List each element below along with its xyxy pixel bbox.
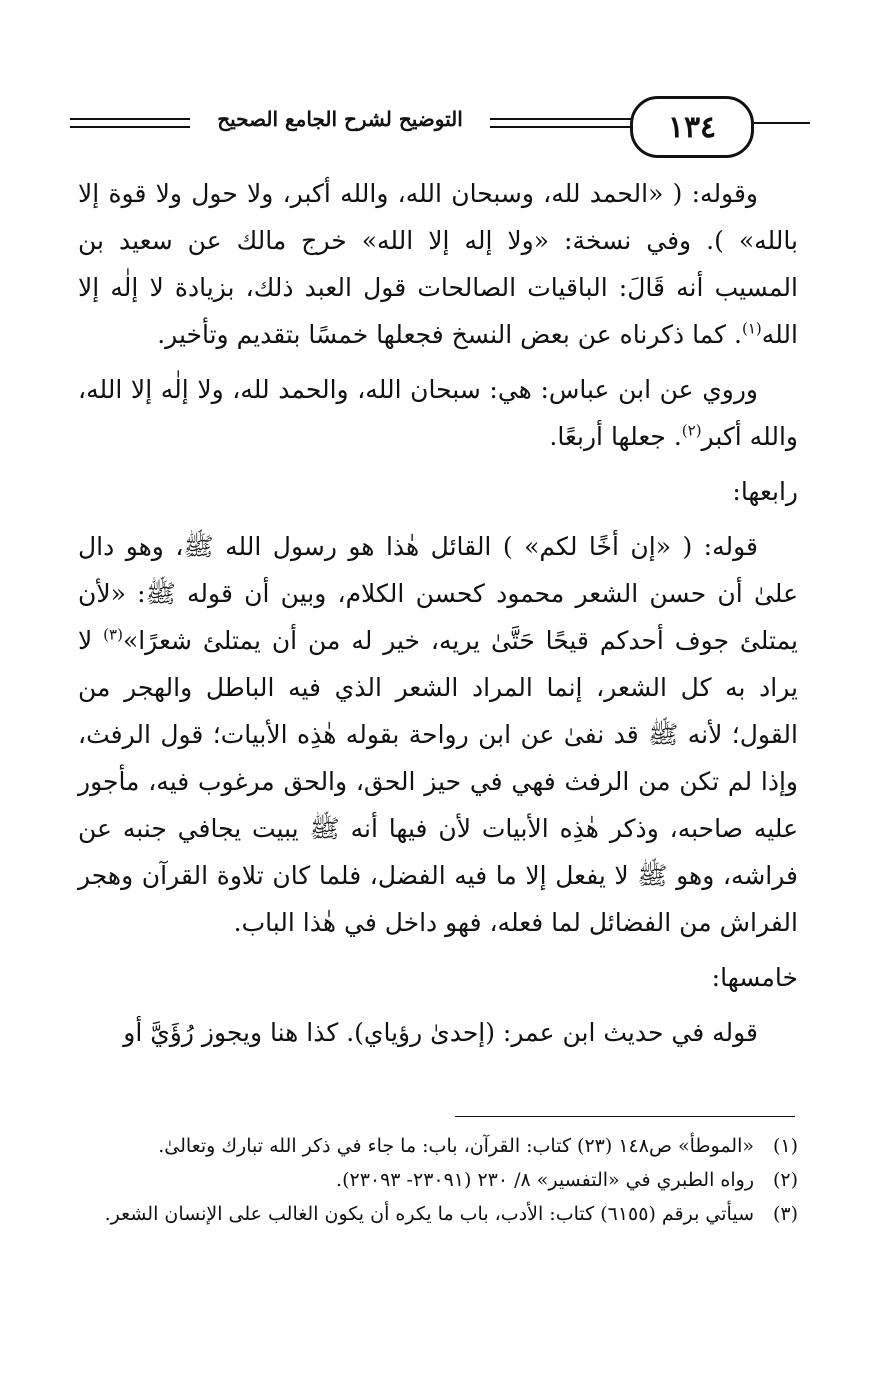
running-title: التوضيح لشرح الجامع الصحيح [190,107,490,131]
section-heading: خامسها: [711,963,798,992]
paragraph [78,523,798,946]
footnote [78,1198,798,1230]
page-number: ١٣٤ [630,96,754,158]
footnote-text: «الموطأ» ص١٤٨ (٢٣) كتاب: القرآن، باب: ما جاء في ذكر الله تبارك وتعالىٰ. [158,1135,754,1157]
footnote [78,1164,798,1196]
footnote-ref: (٣) [103,625,123,644]
paragraph [78,366,798,460]
page-header [70,96,810,152]
paragraph-text: . كما ذكرناه عن بعض النسخ فجعلها خمسًا بتقديم وتأخير. [157,320,742,349]
section-heading: رابعها: [732,477,798,506]
footnote-text: رواه الطبري في «التفسير» ٨/ ٢٣٠ (٢٣٠٩١- ٢٣٠٩٣). [336,1169,754,1191]
paragraph-text: لا يراد به كل الشعر، إنما المراد الشعر الذي فيه الباطل والهجر من القول؛ لأنه ﷺ قد نفىٰ عن ابن رواحة بقوله هٰذِه الأبيات؛ قول الرفث، وإذا لم تكن من الرفث فهي في حيز الحق، والحق مرغوب فيه، مأجور عليه صاحبه، وذكر هٰذِه الأبيات لأن فيها أنه ﷺ يبيت يجافي جنبه عن فراشه، وهو ﷺ لا يفعل إلا ما فيه الفضل، فلما كان تلاوة القرآن وهجر الفراش من الفضائل لما فعله، فهو داخل في هٰذا الباب. [78,626,798,937]
header-rule-right [750,122,810,124]
footnote-number: (٣) [772,1203,798,1225]
paragraph: قوله في حديث ابن عمر: (إحدىٰ رؤياي). كذا هنا ويجوز رُؤَيَّ أو [123,1018,758,1047]
footnote-separator [455,1116,795,1117]
footnote-number: (٢) [772,1169,798,1191]
footnote-text: سيأتي برقم (٦١٥٥) كتاب: الأدب، باب ما يكره أن يكون الغالب على الإنسان الشعر. [104,1203,754,1225]
paragraph-text: وروي عن ابن عباس: هي: سبحان الله، والحمد لله، ولا إلٰه إلا الله، والله أكبر [78,375,798,451]
paragraph-text: قوله: ( «إن أخًا لكم» ) القائل هٰذا هو رسول الله ﷺ، وهو دال علىٰ أن حسن الشعر محمود كحسن الكلام، وبين أن قوله ﷺ: «لأن يمتلئ جوف أحدكم قيحًا حَتَّىٰ يريه، خير له من أن يمتلئ شعرًا» [78,532,798,655]
footnotes [78,1130,798,1232]
paragraph [78,170,798,358]
footnote-ref: (٢) [681,421,702,440]
main-text [78,170,798,1064]
paragraph-text: . جعلها أربعًا. [549,422,682,451]
footnote-ref: (١) [741,319,762,338]
paragraph-text: وقوله: ( «الحمد لله، وسبحان الله، والله أكبر، ولا حول ولا قوة إلا بالله» ). وفي نسخة: «ولا إله إلا الله» خرج مالك عن سعيد بن المسيب أنه قَالَ: الباقيات الصالحات قول العبد ذلك، بزيادة لا إلٰه إلا الله [78,179,798,349]
footnote-number: (١) [772,1135,798,1157]
footnote [78,1130,798,1162]
